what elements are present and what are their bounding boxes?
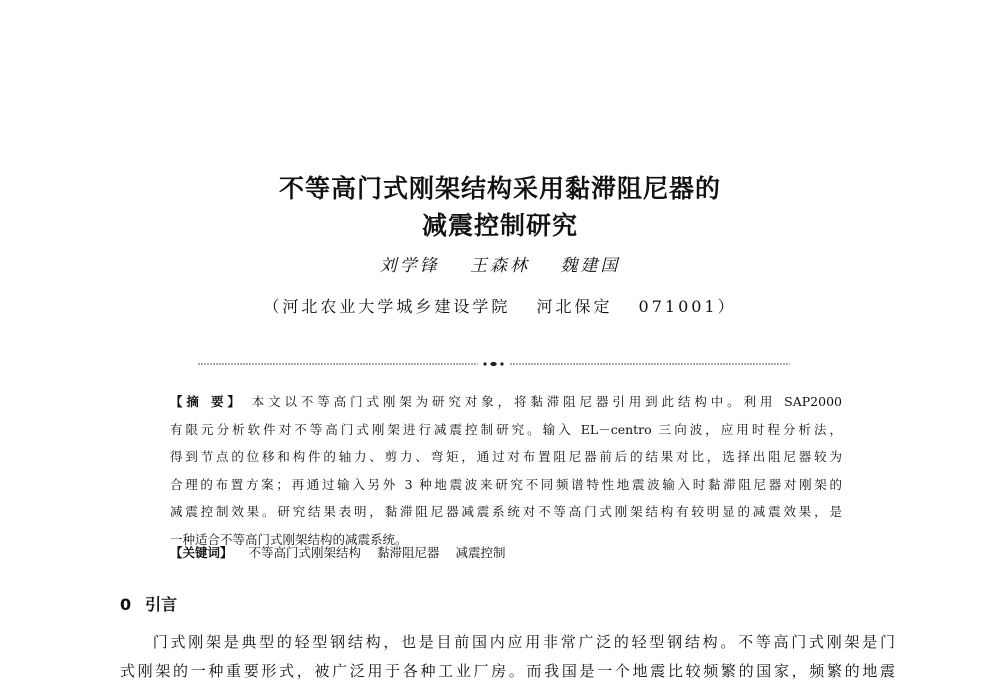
abstract-line: 合理的布置方案；再通过输入另外 3 种地震波来研究不同频谱特性地震波输入时黏滞阻尼器对刚架的 — [170, 476, 842, 492]
section-number: 0 — [120, 595, 132, 614]
paper-title-line-2: 减震控制研究 — [421, 211, 578, 240]
abstract-line: 【摘 要】 本文以不等高门式刚架为研究对象，将黏滞阻尼器引用到此结构中。利用 SAP2000 — [170, 394, 842, 409]
body-text — [120, 628, 895, 686]
abstract-line: 一种适合不等高门式刚架结构的减震系统。 — [170, 531, 408, 547]
abstract-tag: 【摘 要】 — [170, 394, 244, 409]
body-line: 门式刚架是典型的轻型钢结构，也是目前国内应用非常广泛的轻型钢结构。不等高门式刚架是门 — [150, 633, 895, 651]
keywords-text: 不等高门式刚架结构 黏滞阻尼器 减震控制 — [248, 545, 506, 560]
author-list: 刘学锋 王森林 魏建国 — [379, 256, 621, 276]
abstract-block — [170, 388, 842, 553]
section-heading — [120, 592, 177, 615]
abstract-line: 得到节点的位移和构件的轴力、剪力、弯矩，通过对布置阻尼器前后的结果对比，选择出阻尼器较为 — [170, 449, 842, 464]
body-line: 式刚架的一种重要形式，被广泛用于各种工业厂房。而我国是一个地震比较频繁的国家，频繁的地震 — [120, 662, 895, 680]
author-affiliation: （河北农业大学城乡建设学院 河北保定 071001） — [263, 297, 737, 316]
keywords-block — [170, 543, 842, 561]
paper-title-line-1: 不等高门式刚架结构采用黏滞阻尼器的 — [278, 174, 721, 203]
section-divider — [198, 362, 790, 366]
abstract-line: 减震控制效果。研究结果表明，黏滞阻尼器减震系统对不等高门式刚架结构有较明显的减震效果，是 — [170, 504, 842, 519]
abstract-line: 有限元分析软件对不等高门式刚架进行减震控制研究。输入 EL－centro 三向波，应用时程分析法， — [170, 421, 842, 437]
section-title: 引言 — [145, 595, 178, 614]
keywords-tag: 【关键词】 — [170, 545, 233, 560]
